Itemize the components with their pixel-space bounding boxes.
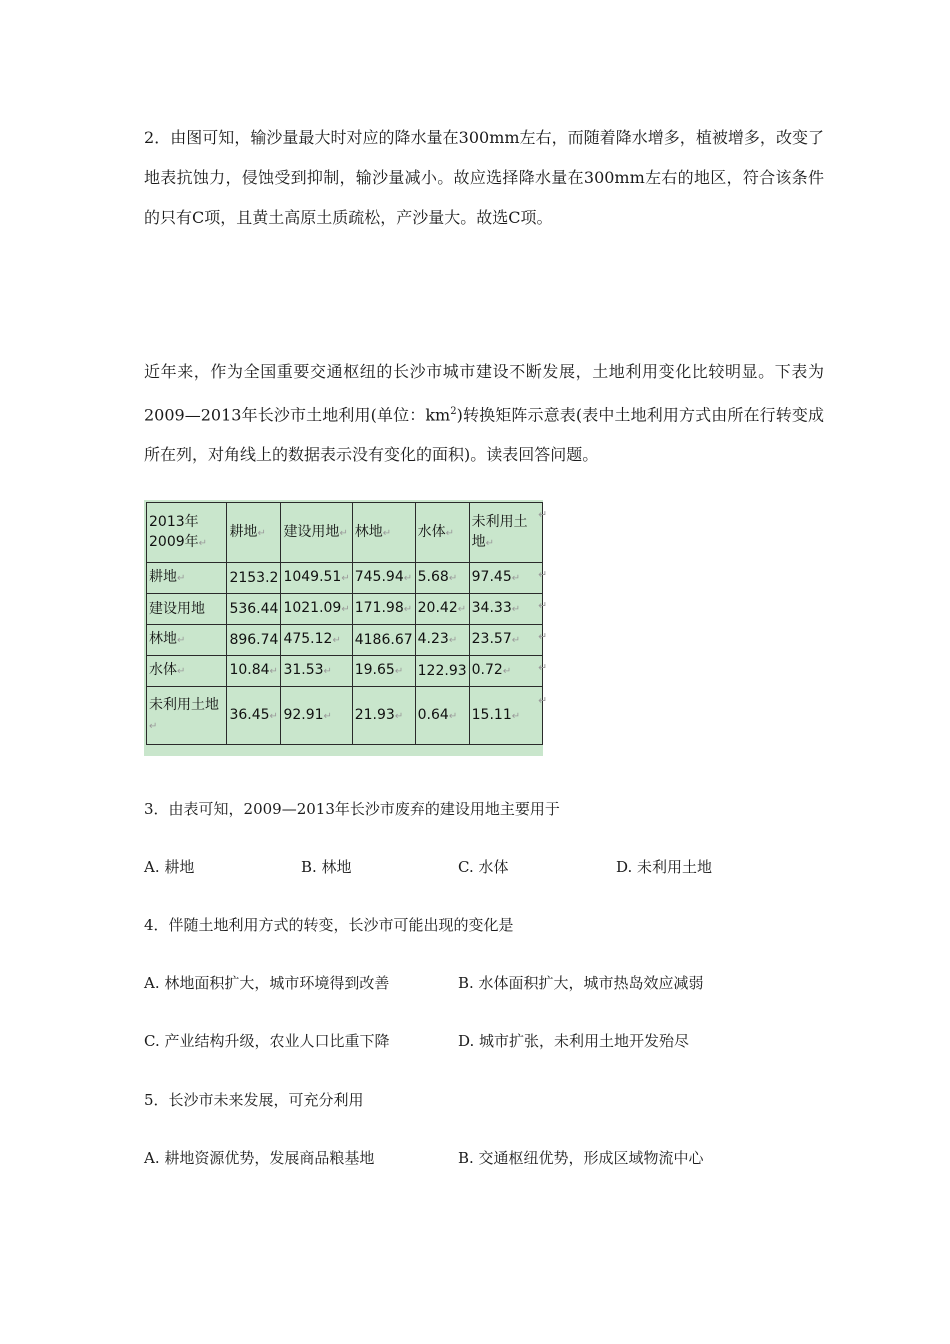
table-cell: 23.57↵ — [469, 625, 542, 656]
table-cell: 4.23↵ — [415, 625, 469, 656]
question-5-option-a: A. 耕地资源优势，发展商品粮基地 — [144, 1149, 375, 1167]
table-cell: 475.12↵ — [281, 625, 352, 656]
row-header: 未利用土地↵ — [147, 687, 227, 745]
row-end-mark: ↵ — [538, 568, 548, 581]
column-header: 林地↵ — [352, 503, 415, 563]
question-4-option-c: C. 产业结构升级，农业人口比重下降 — [144, 1032, 390, 1050]
table-cell: 20.42↵ — [415, 594, 469, 625]
row-header: 建设用地 — [147, 594, 227, 625]
table-cell: 122.93 — [415, 656, 469, 687]
intro-text-2: )转换矩阵示意表(表中土地利用方式由所在行转变成所在列，对角线上的数据表示没有变化的面积)。读表回答问题。 — [144, 405, 824, 465]
table-cell: 10.84↵ — [227, 656, 281, 687]
question-4-stem: 4．伴随土地利用方式的转变，长沙市可能出现的变化是 — [144, 916, 514, 934]
table-cell: 171.98↵ — [352, 594, 415, 625]
corner-label-2009: 2009年↵ — [149, 533, 208, 550]
land-use-matrix-table — [146, 502, 543, 745]
table-cell: 97.45↵ — [469, 563, 542, 594]
table-cell: 4186.67 — [352, 625, 415, 656]
table-cell: 92.91↵ — [281, 687, 352, 745]
row-end-mark: ↵ — [538, 630, 548, 643]
column-header: 建设用地↵ — [281, 503, 352, 563]
column-header: 水体↵ — [415, 503, 469, 563]
question-3-stem: 3．由表可知，2009—2013年长沙市废弃的建设用地主要用于 — [144, 800, 560, 818]
column-header: 未利用土地↵ — [469, 503, 542, 563]
table-cell: 1021.09↵ — [281, 594, 352, 625]
row-end-mark: ↵ — [538, 694, 548, 707]
unit-superscript: 2 — [450, 406, 457, 417]
row-end-mark: ↵ — [538, 508, 548, 521]
passage-intro — [144, 352, 824, 475]
row-end-mark: ↵ — [538, 599, 548, 612]
row-header: 水体↵ — [147, 656, 227, 687]
question-3-option-a: A. 耕地 — [144, 858, 195, 876]
column-header: 耕地↵ — [227, 503, 281, 563]
question-3-option-c: C. 水体 — [458, 858, 509, 876]
row-end-mark: ↵ — [538, 661, 548, 674]
table-cell: 5.68↵ — [415, 563, 469, 594]
land-use-matrix-image — [144, 500, 543, 756]
table-cell: 15.11↵ — [469, 687, 542, 745]
table-cell: 1049.51↵ — [281, 563, 352, 594]
table-cell: 19.65↵ — [352, 656, 415, 687]
table-corner-cell — [147, 503, 227, 563]
table-cell: 536.44 — [227, 594, 281, 625]
table-cell: 21.93↵ — [352, 687, 415, 745]
table-cell: 2153.2 — [227, 563, 281, 594]
table-cell: 0.64↵ — [415, 687, 469, 745]
row-header: 耕地↵ — [147, 563, 227, 594]
answer-explanation: 2．由图可知，输沙量最大时对应的降水量在300mm左右，而随着降水增多，植被增多，改变了地表抗蚀力，侵蚀受到抑制，输沙量减小。故应选择降水量在300mm左右的地区，符合该条件的只有C项，且黄土高原土质疏松，产沙量大。故选C项。 — [144, 128, 824, 227]
question-4-option-d: D. 城市扩张，未利用土地开发殆尽 — [458, 1032, 690, 1050]
row-header: 林地↵ — [147, 625, 227, 656]
table-cell: 36.45↵ — [227, 687, 281, 745]
table-cell: 34.33↵ — [469, 594, 542, 625]
question-4-option-a: A. 林地面积扩大，城市环境得到改善 — [144, 974, 390, 992]
table-cell: 896.74 — [227, 625, 281, 656]
question-4-option-b: B. 水体面积扩大，城市热岛效应减弱 — [458, 974, 704, 992]
question-3-option-b: B. 林地 — [301, 858, 352, 876]
intro-text-1: 近年来，作为全国重要交通枢纽的长沙市城市建设不断发展，土地利用变化比较明显。下表为2009—2013年长沙市土地利用(单位：km — [144, 362, 824, 425]
corner-label-2013: 2013年 — [149, 513, 199, 530]
question-5-stem: 5．长沙市未来发展，可充分利用 — [144, 1091, 364, 1109]
table-cell: 0.72↵ — [469, 656, 542, 687]
table-cell: 31.53↵ — [281, 656, 352, 687]
question-5-option-b: B. 交通枢纽优势，形成区域物流中心 — [458, 1149, 704, 1167]
question-3-option-d: D. 未利用土地 — [616, 858, 713, 876]
table-cell: 745.94↵ — [352, 563, 415, 594]
